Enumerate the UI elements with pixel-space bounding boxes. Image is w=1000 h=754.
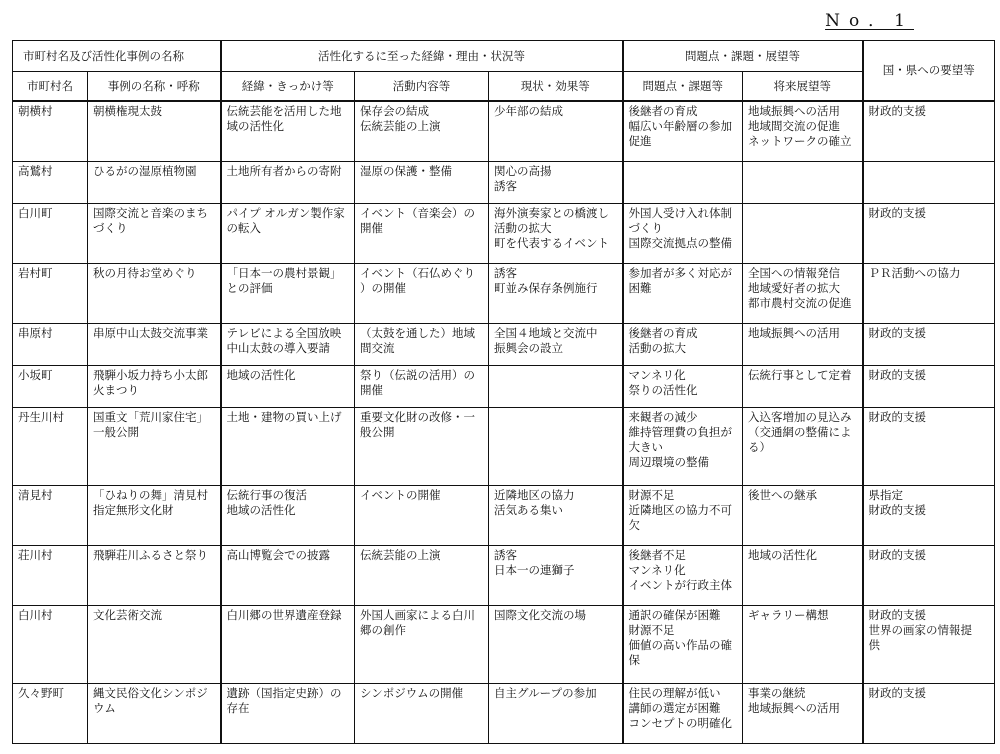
cell-municipality: 荘川村 [13, 545, 88, 605]
cell-municipality: 清見村 [13, 485, 88, 545]
activation-cases-table [12, 40, 995, 744]
header-request: 国・県への要望等 [863, 41, 995, 102]
cell-activity: 伝統芸能の上演 [355, 545, 489, 605]
cell-municipality: 朝横村 [13, 101, 88, 162]
cell-request: ＰＲ活動への協力 [863, 264, 995, 324]
cell-outlook: 地域振興への活用 地域間交流の促進 ネットワークの確立 [743, 101, 863, 162]
cell-background: 伝統芸能を活用した地 域の活性化 [221, 101, 355, 162]
cell-background: 白川郷の世界遺産登録 [221, 605, 355, 683]
cell-background: テレビによる全国放映 中山太鼓の導入要請 [221, 324, 355, 366]
cell-request: 財政的支援 [863, 204, 995, 264]
table-row [13, 605, 995, 683]
header-case-name: 事例の名称・呼称 [88, 72, 221, 102]
cell-issues: 外国人受け入れ体制 づくり 国際交流拠点の整備 [623, 204, 743, 264]
table-row [13, 324, 995, 366]
cell-outlook: 地域の活性化 [743, 545, 863, 605]
header-municipality: 市町村名 [13, 72, 88, 102]
cell-municipality: 小坂町 [13, 366, 88, 408]
cell-status: 関心の高揚 誘客 [489, 162, 623, 204]
cell-outlook: 伝統行事として定着 [743, 366, 863, 408]
cell-activity: 外国人画家による白川 郷の創作 [355, 605, 489, 683]
cell-activity: （太鼓を通した）地域 間交流 [355, 324, 489, 366]
cell-background: パイプ オルガン製作家の転入 [221, 204, 355, 264]
cell-issues: 来観者の減少 維持管理費の負担が 大きい 周辺環境の整備 [623, 408, 743, 486]
cell-status [489, 366, 623, 408]
cell-request: 県指定 財政的支援 [863, 485, 995, 545]
cell-municipality: 岩村町 [13, 264, 88, 324]
cell-issues: 住民の理解が低い 講師の選定が困難 コンセプトの明確化 [623, 683, 743, 743]
cell-municipality: 白川村 [13, 605, 88, 683]
cell-outlook: 入込客増加の見込み （交通網の整備によ る） [743, 408, 863, 486]
cell-issues: 後継者の育成 幅広い年齢層の参加 促進 [623, 101, 743, 162]
cell-activity: シンポジウムの開催 [355, 683, 489, 743]
cell-issues: 参加者が多く対応が 困難 [623, 264, 743, 324]
cell-background: 土地・建物の買い上げ [221, 408, 355, 486]
cell-background: 地域の活性化 [221, 366, 355, 408]
table-row [13, 264, 995, 324]
cell-status: 全国４地域と交流中 振興会の設立 [489, 324, 623, 366]
cell-outlook [743, 204, 863, 264]
header-background: 経緯・きっかけ等 [221, 72, 355, 102]
cell-municipality: 丹生川村 [13, 408, 88, 486]
table-row [13, 545, 995, 605]
cell-issues: 通訳の確保が困難 財源不足 価値の高い作品の確 保 [623, 605, 743, 683]
cell-outlook: ギャラリー構想 [743, 605, 863, 683]
cell-background: 高山博覧会での披露 [221, 545, 355, 605]
cell-background: 伝統行事の復活 地域の活性化 [221, 485, 355, 545]
cell-case-name: 串原中山太鼓交流事業 [88, 324, 221, 366]
cell-activity: 祭り（伝説の活用）の 開催 [355, 366, 489, 408]
cell-status: 国際文化交流の場 [489, 605, 623, 683]
cell-case-name: 国重文「荒川家住宅」 一般公開 [88, 408, 221, 486]
page-number: No．1 [825, 11, 914, 31]
header-activity: 活動内容等 [355, 72, 489, 102]
cell-status: 誘客 町並み保存条例施行 [489, 264, 623, 324]
cell-status: 少年部の結成 [489, 101, 623, 162]
table-body [13, 101, 995, 744]
cell-request: 財政的支援 [863, 324, 995, 366]
cell-municipality: 久々野町 [13, 683, 88, 743]
table-row [13, 408, 995, 486]
cell-case-name: 飛騨荘川ふるさと祭り [88, 545, 221, 605]
cell-status: 海外演奏家との橋渡し 活動の拡大 町を代表するイベント [489, 204, 623, 264]
cell-outlook: 全国への情報発信 地域愛好者の拡大 都市農村交流の促進 [743, 264, 863, 324]
cell-request: 財政的支援 [863, 545, 995, 605]
cell-municipality: 高鷲村 [13, 162, 88, 204]
cell-case-name: ひるがの湿原植物園 [88, 162, 221, 204]
cell-case-name: 縄文民俗文化シンポジ ウム [88, 683, 221, 743]
cell-case-name: 飛騨小坂力持ち小太郎 火まつり [88, 366, 221, 408]
cell-outlook: 地域振興への活用 [743, 324, 863, 366]
header-group-background: 活性化するに至った経緯・理由・状況等 [221, 41, 623, 72]
cell-status: 誘客 日本一の連獅子 [489, 545, 623, 605]
cell-activity: 重要文化財の改修・一 般公開 [355, 408, 489, 486]
cell-case-name: 文化芸術交流 [88, 605, 221, 683]
table-row [13, 485, 995, 545]
cell-case-name: 秋の月待お堂めぐり [88, 264, 221, 324]
table-row [13, 101, 995, 162]
header-group-issues-outlook: 問題点・課題・展望等 [623, 41, 863, 72]
cell-status: 近隣地区の協力 活気ある集い [489, 485, 623, 545]
header-group-municipality-case: 市町村名及び活性化事例の名称 [13, 41, 221, 72]
cell-municipality: 白川町 [13, 204, 88, 264]
cell-issues: マンネリ化 祭りの活性化 [623, 366, 743, 408]
header-status: 現状・効果等 [489, 72, 623, 102]
table-row [13, 204, 995, 264]
cell-request [863, 162, 995, 204]
cell-issues: 後継者不足 マンネリ化 イベントが行政主体 [623, 545, 743, 605]
cell-outlook: 後世への継承 [743, 485, 863, 545]
cell-activity: イベント（石仏めぐり ）の開催 [355, 264, 489, 324]
header-issues: 問題点・課題等 [623, 72, 743, 102]
cell-outlook: 事業の継続 地域振興への活用 [743, 683, 863, 743]
cell-activity: イベント（音楽会）の 開催 [355, 204, 489, 264]
cell-municipality: 串原村 [13, 324, 88, 366]
cell-activity: イベントの開催 [355, 485, 489, 545]
cell-request: 財政的支援 [863, 408, 995, 486]
cell-request: 財政的支援 世界の画家の情報提 供 [863, 605, 995, 683]
header-outlook: 将来展望等 [743, 72, 863, 102]
cell-case-name: 国際交流と音楽のまち づくり [88, 204, 221, 264]
cell-status [489, 408, 623, 486]
cell-case-name: 朝横権現太鼓 [88, 101, 221, 162]
cell-background: 遺跡（国指定史跡）の 存在 [221, 683, 355, 743]
cell-background: 「日本一の農村景観」 との評価 [221, 264, 355, 324]
cell-issues [623, 162, 743, 204]
cell-issues: 財源不足 近隣地区の協力不可 欠 [623, 485, 743, 545]
cell-issues: 後継者の育成 活動の拡大 [623, 324, 743, 366]
table-row [13, 366, 995, 408]
cell-activity: 保存会の結成 伝統芸能の上演 [355, 101, 489, 162]
cell-request: 財政的支援 [863, 366, 995, 408]
cell-request: 財政的支援 [863, 683, 995, 743]
cell-outlook [743, 162, 863, 204]
cell-activity: 湿原の保護・整備 [355, 162, 489, 204]
cell-status: 自主グループの参加 [489, 683, 623, 743]
table-row [13, 683, 995, 743]
cell-case-name: 「ひねりの舞」清見村 指定無形文化財 [88, 485, 221, 545]
table-row [13, 162, 995, 204]
cell-request: 財政的支援 [863, 101, 995, 162]
cell-background: 土地所有者からの寄附 [221, 162, 355, 204]
